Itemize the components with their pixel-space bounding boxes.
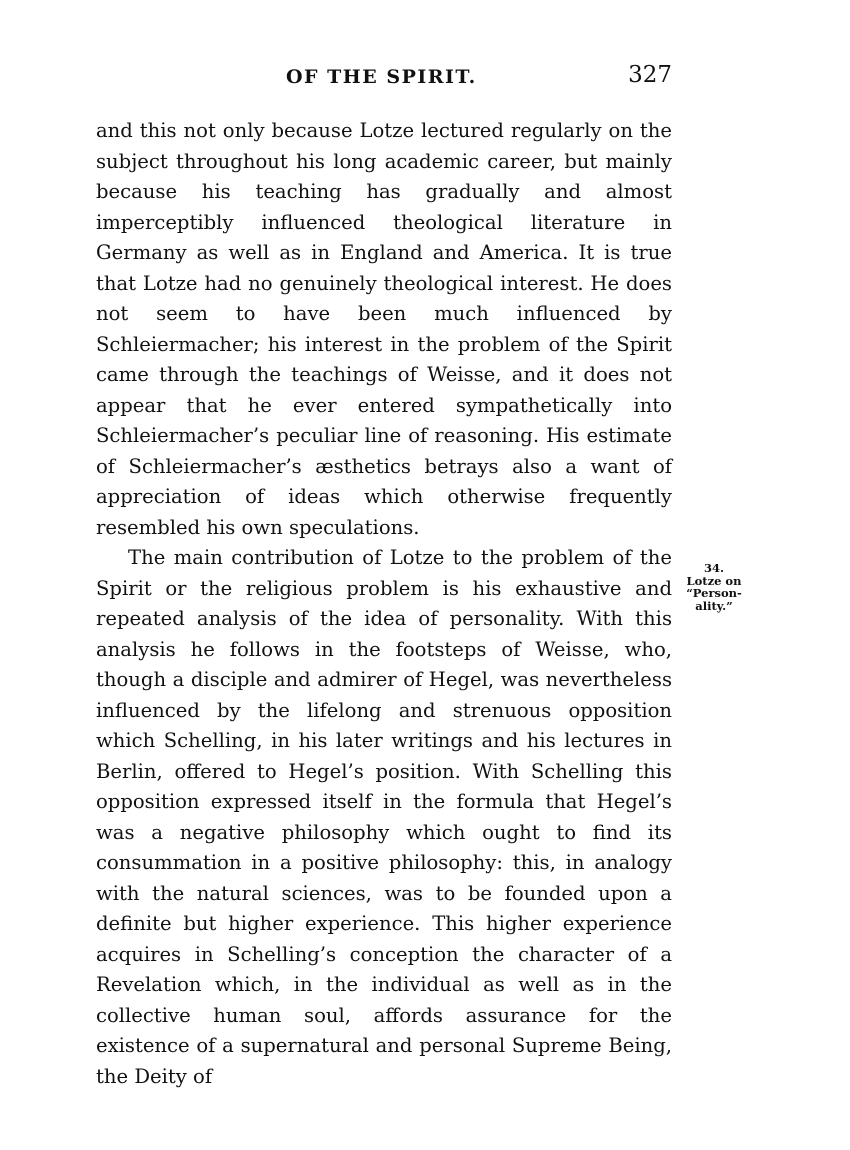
- margin-note-line-2: “Person-: [686, 586, 742, 600]
- margin-note: [678, 562, 750, 612]
- paragraph-lotze-personality: The main contribution of Lotze to the problem of the Spirit or the religious problem is his exhaustive and repeated analysis of the idea of personality. With this analysis he follows in the footsteps of Weisse, who, though a disciple and admirer of Hegel, was nevertheless influenced by the lifelong and strenuous opposition which Schelling, in his later writings and his lectures in Berlin, offered to Hegel’s position. With Schelling this opposition expressed itself in the formula that Hegel’s was a negative philosophy which ought to find its consummation in a positive philosophy: this, in analogy with the natural sciences, was to be founded upon a definite but higher experience. This higher experience acquires in Schelling’s conception the character of a Revelation which, in the individual as well as in the collective human soul, affords assurance for the existence of a supernatural and personal Supreme Being, the Deity of: [96, 546, 672, 1088]
- running-title: OF THE SPIRIT.: [286, 66, 477, 88]
- running-head: [96, 62, 672, 96]
- page-number: 327: [628, 62, 672, 88]
- margin-note-line-1: Lotze on: [686, 573, 742, 588]
- margin-note-number: 34.: [703, 561, 724, 575]
- paragraph-continued: and this not only because Lotze lectured regularly on the subject throughout his long academic career, but mainly because his teaching has gradually and almost imperceptibly influenced theological literature in Germany as well as in England and America. It is true that Lotze had no genuinely theological interest. He does not seem to have been much influenced by Schleiermacher; his interest in the problem of the Spirit came through the teachings of Weisse, and it does not appear that he ever entered sympathetically into Schleiermacher’s peculiar line of reasoning. His estimate of Schleiermacher’s æsthetics betrays also a want of appreciation of ideas which otherwise frequently resembled his own speculations.: [96, 119, 672, 539]
- margin-note-line-3: ality.”: [695, 598, 733, 613]
- body-text: [96, 116, 672, 1092]
